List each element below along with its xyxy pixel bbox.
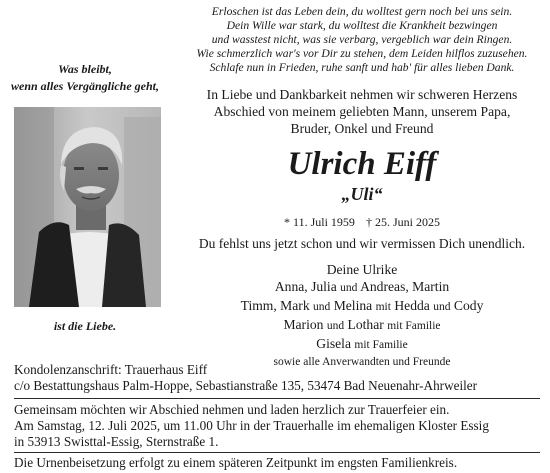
poem-line: und wasstest nicht, was sie verbarg, vergeblich war dein Ringen. [211,32,513,46]
funeral-line: in 53913 Swisttal-Essig, Sternstraße 1. [14,434,219,449]
family-connector: mit Familie [354,339,408,351]
nickname: „Uli“ [341,184,383,204]
intro-text [182,86,542,137]
family-names: Gisela [316,336,351,351]
poem-line: Dein Wille war stark, du wolltest die Krankheit bezwingen [226,18,498,32]
family-names: Lothar [347,317,384,332]
poem-line: Wie schmerzlich war's vor Dir zu stehen, dem Leiden hilflos zuzusehen. [196,46,528,60]
divider [14,398,540,399]
family-names: Anna, Julia [274,279,337,294]
family-names: Melina [333,298,373,313]
family-line [182,297,542,316]
family-names: Marion [283,317,324,332]
funeral-info [14,402,544,450]
family-line [182,278,542,297]
family-connector: und [313,301,331,313]
family-connector: und [326,320,345,332]
poem-line: Schlafe nun in Frieden, ruhe sanft und hab' für alles lieben Dank. [209,60,515,74]
family-line [182,335,542,354]
family-connector: mit [375,301,391,313]
family-list [182,261,542,371]
funeral-line: Am Samstag, 12. Juli 2025, um 11.00 Uhr in der Trauerhalle im ehemaligen Kloster Essig [14,418,489,433]
poem-line: Erloschen ist das Leben dein, du wolltest gern noch bei uns sein. [211,5,513,18]
quote-bottom: ist die Liebe. [53,319,117,333]
funeral-line: Gemeinsam möchten wir Abschied nehmen und laden herzlich zur Trauerfeier ein. [14,402,450,417]
condolence-line: Kondolenzanschrift: Trauerhaus Eiff [14,362,208,377]
family-names: Timm, Mark [240,298,310,313]
quote-top [0,61,170,95]
portrait-photo [14,107,161,307]
death-date: † 25. Juni 2025 [365,215,440,229]
family-names: Andreas, Martin [360,279,450,294]
quote-line: wenn alles Vergängliche geht, [10,79,159,93]
intro-line: In Liebe und Dankbarkeit nehmen wir schweren Herzens [206,87,518,102]
condolence-address [14,362,544,394]
condolence-line: c/o Bestattungshaus Palm-Hoppe, Sebastianstraße 135, 53474 Bad Neuenahr-Ahrweiler [14,378,478,393]
quote-line: Was bleibt, [58,62,112,76]
family-line: Deine Ulrike [326,262,398,277]
intro-line: Abschied von meinem geliebten Mann, unserem Papa, [213,104,511,119]
family-connector: mit Familie [387,320,441,332]
family-connector: und [433,301,451,313]
family-line: sowie alle Anverwandten und Freunde [273,356,451,368]
birth-date: * 11. Juli 1959 [284,215,355,229]
family-names: Hedda [394,298,430,313]
portrait-illustration [14,107,161,307]
urn-note: Die Urnenbeisetzung erfolgt zu einem späteren Zeitpunkt im engsten Familienkreis. [14,455,458,470]
life-dates [182,215,542,229]
family-names: Cody [453,298,484,313]
intro-line: Bruder, Onkel und Freund [290,121,434,136]
deceased-name: Ulrich Eiff [287,146,437,182]
poem [182,5,542,75]
farewell-line: Du fehlst uns jetzt schon und wir vermissen Dich unendlich. [198,236,526,251]
divider [14,452,540,453]
family-line [182,316,542,335]
family-connector: und [340,282,358,294]
